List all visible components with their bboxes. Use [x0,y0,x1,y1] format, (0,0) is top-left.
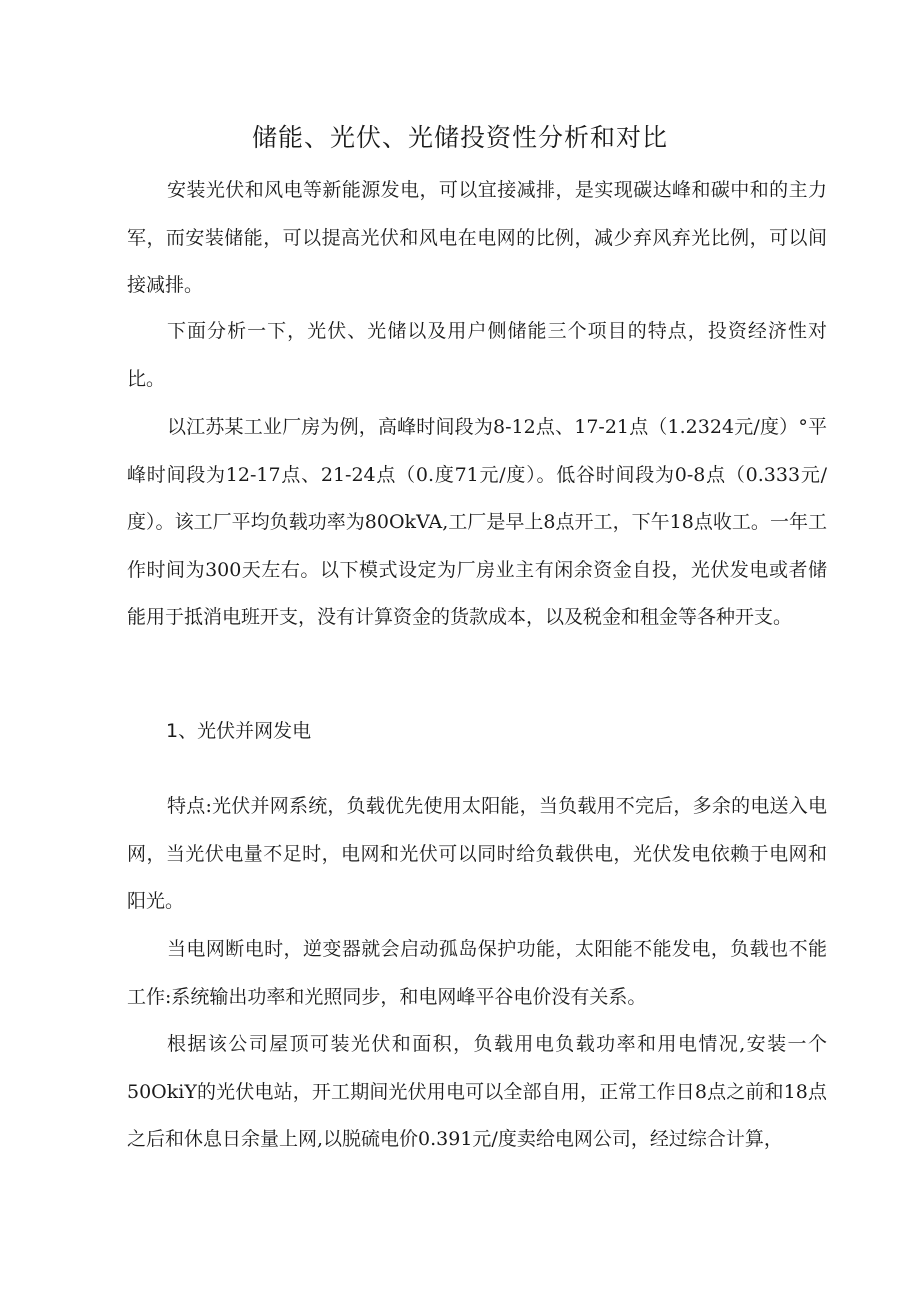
analysis-intro-paragraph: 下面分析一下，光伏、光储以及用户侧储能三个项目的特点，投资经济性对比。 [127,320,827,390]
example-paragraph: 以江苏某工业厂房为例，高峰时间段为8-12点、17-21点（1.2324元/度）°平峰时间段为12-17点、21-24点（0.度71元/度）。低谷时间段为0-8点（0.333元/度）。该工厂平均负载功率为80OkVA,工厂是早上8点开工，下午18点收工。一年工作时间为300天左右。以下模式设定为厂房业主有闲余资金自投，光伏发电或者储能用于抵消电班开支，没有计算资金的货款成本，以及税金和租金等各种开支。 [127,416,827,628]
section-heading-pv-grid: 1、光伏并网发电 [166,720,312,742]
pv-installation-paragraph: 根据该公司屋顶可装光伏和面积，负载用电负载功率和用电情况,安装一个50OkiY的光伏电站，开工期间光伏用电可以全部自用，正常工作日8点之前和18点之后和休息日余量上网,以脱硫电价0.391元/度卖给电网公司，经过综合计算， [127,1033,827,1150]
pv-features-paragraph: 特点:光伏并网系统，负载优先使用太阳能，当负载用不完后，多余的电送入电网，当光伏电量不足时，电网和光伏可以同时给负载供电，光伏发电依赖于电网和阳光。 [127,795,827,912]
intro-paragraph: 安装光伏和风电等新能源发电，可以宜接减排，是实现碳达峰和碳中和的主力军，而安装储能，可以提高光伏和风电在电网的比例，减少弃风弃光比例，可以间接减排。 [127,179,827,296]
document-title: 储能、光伏、光储投资性分析和对比 [251,123,668,152]
grid-outage-paragraph: 当电网断电时，逆变器就会启动孤岛保护功能，太阳能不能发电，负载也不能工作:系统输出功率和光照同步，和电网峰平谷电价没有关系。 [127,938,827,1008]
